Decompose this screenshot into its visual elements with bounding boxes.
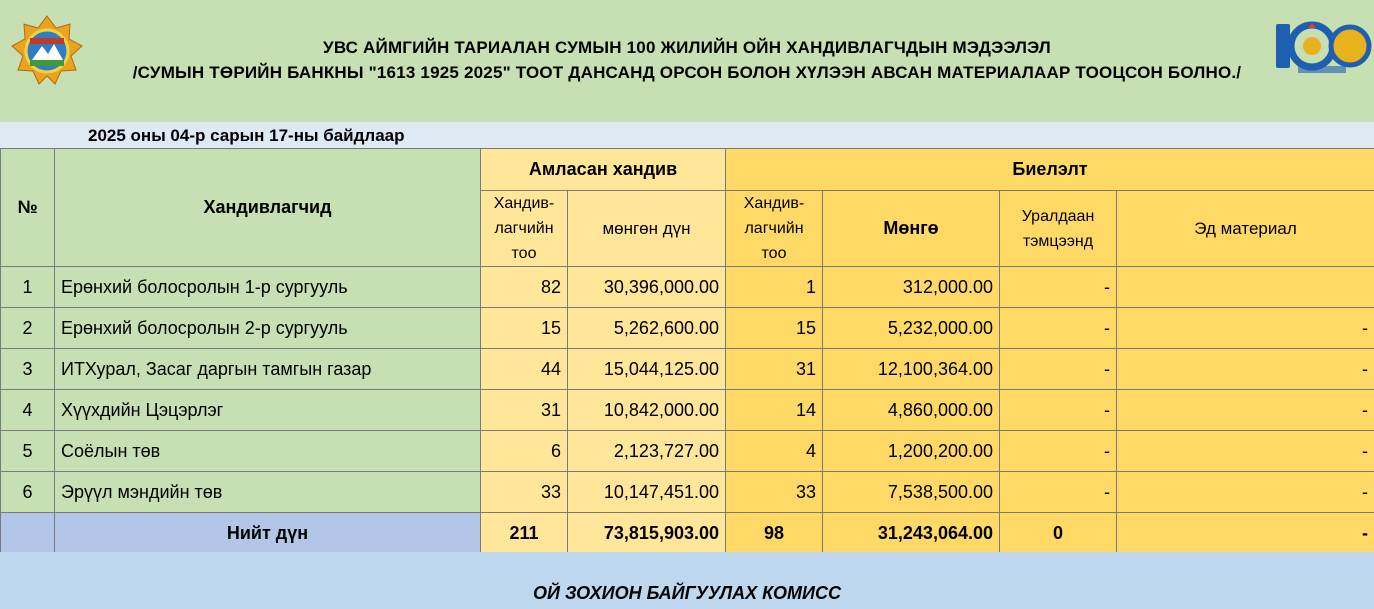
row-donor-name: Ерөнхий болосролын 2-р сургууль <box>55 308 481 349</box>
row-pledged-count: 44 <box>481 349 568 390</box>
row-donor-name: Хүүхдийн Цэцэрлэг <box>55 390 481 431</box>
row-competition: - <box>1000 308 1117 349</box>
table-row <box>1 472 1374 513</box>
row-pledged-amount: 5,262,600.00 <box>568 308 726 349</box>
row-pledged-amount: 30,396,000.00 <box>568 267 726 308</box>
money-header: Мөнгө <box>823 191 1000 267</box>
total-fulfilled-count: 98 <box>726 513 823 554</box>
row-no: 6 <box>1 472 55 513</box>
row-no: 2 <box>1 308 55 349</box>
row-pledged-count: 82 <box>481 267 568 308</box>
report-subtitle: /СУМЫН ТӨРИЙН БАНКНЫ "1613 1925 2025" ТООТ ДАНСАНД ОРСОН БОЛОН ХҮЛЭЭН АВСАН МАТЕРИАЛААР ТООЦСОН БОЛНО./ <box>132 63 1242 82</box>
donation-table <box>0 148 1374 554</box>
report-header <box>0 0 1374 123</box>
row-fulfilled-count: 15 <box>726 308 823 349</box>
row-pledged-amount: 2,123,727.00 <box>568 431 726 472</box>
row-material: - <box>1117 472 1374 513</box>
row-fulfilled-count: 1 <box>726 267 823 308</box>
total-pledged-count: 211 <box>481 513 568 554</box>
row-pledged-count: 31 <box>481 390 568 431</box>
row-competition: - <box>1000 431 1117 472</box>
table-row <box>1 349 1374 390</box>
row-pledged-count: 33 <box>481 472 568 513</box>
table-row <box>1 390 1374 431</box>
row-pledged-amount: 15,044,125.00 <box>568 349 726 390</box>
total-row <box>1 513 1374 554</box>
row-material: - <box>1117 431 1374 472</box>
total-money: 31,243,064.00 <box>823 513 1000 554</box>
total-material: - <box>1117 513 1374 554</box>
row-donor-name: Ерөнхий болосролын 1-р сургууль <box>55 267 481 308</box>
col-donors-header: Хандивлагчид <box>55 149 481 267</box>
row-donor-name: ИТХурал, Засаг даргын тамгын газар <box>55 349 481 390</box>
committee-name: ОЙ ЗОХИОН БАЙГУУЛАХ КОМИСС <box>533 583 841 603</box>
report-date: 2025 оны 04-р сарын 17-ны байдлаар <box>88 126 405 145</box>
row-donor-name: Эрүүл мэндийн төв <box>55 472 481 513</box>
row-material: - <box>1117 308 1374 349</box>
row-material <box>1117 267 1374 308</box>
total-no-cell <box>1 513 55 554</box>
fulfilled-count-header: Хандив-лагчийн тоо <box>726 191 823 267</box>
row-money: 12,100,364.00 <box>823 349 1000 390</box>
table-row <box>1 267 1374 308</box>
competition-header: Уралдаан тэмцээнд <box>1000 191 1117 267</box>
row-no: 3 <box>1 349 55 390</box>
row-money: 7,538,500.00 <box>823 472 1000 513</box>
row-pledged-amount: 10,147,451.00 <box>568 472 726 513</box>
row-no: 5 <box>1 431 55 472</box>
row-no: 1 <box>1 267 55 308</box>
date-band <box>0 122 1374 148</box>
row-money: 4,860,000.00 <box>823 390 1000 431</box>
row-no: 4 <box>1 390 55 431</box>
material-header: Эд материал <box>1117 191 1374 267</box>
row-fulfilled-count: 4 <box>726 431 823 472</box>
committee-footer <box>0 552 1374 609</box>
row-donor-name: Соёлын төв <box>55 431 481 472</box>
total-label: Нийт дүн <box>55 513 481 554</box>
pledged-amount-header: мөнгөн дүн <box>568 191 726 267</box>
pledged-count-header: Хандив-лагчийн тоо <box>481 191 568 267</box>
group-fulfilled-header: Биелэлт <box>726 149 1374 191</box>
row-money: 5,232,000.00 <box>823 308 1000 349</box>
row-fulfilled-count: 33 <box>726 472 823 513</box>
total-competition: 0 <box>1000 513 1117 554</box>
row-competition: - <box>1000 390 1117 431</box>
group-pledged-header: Амласан хандив <box>481 149 726 191</box>
report-title: УВС АЙМГИЙН ТАРИАЛАН СУМЫН 100 ЖИЛИЙН ОЙН ХАНДИВЛАГЧДЫН МЭДЭЭЛЭЛ <box>323 38 1051 57</box>
row-fulfilled-count: 31 <box>726 349 823 390</box>
table-row <box>1 431 1374 472</box>
row-competition: - <box>1000 267 1117 308</box>
col-no-header: № <box>1 149 55 267</box>
table-row <box>1 308 1374 349</box>
row-competition: - <box>1000 349 1117 390</box>
row-money: 1,200,200.00 <box>823 431 1000 472</box>
row-pledged-amount: 10,842,000.00 <box>568 390 726 431</box>
row-pledged-count: 15 <box>481 308 568 349</box>
row-pledged-count: 6 <box>481 431 568 472</box>
row-material: - <box>1117 390 1374 431</box>
row-competition: - <box>1000 472 1117 513</box>
anniversary-100-logo <box>1272 18 1372 74</box>
row-fulfilled-count: 14 <box>726 390 823 431</box>
row-money: 312,000.00 <box>823 267 1000 308</box>
row-material: - <box>1117 349 1374 390</box>
total-pledged-amount: 73,815,903.00 <box>568 513 726 554</box>
